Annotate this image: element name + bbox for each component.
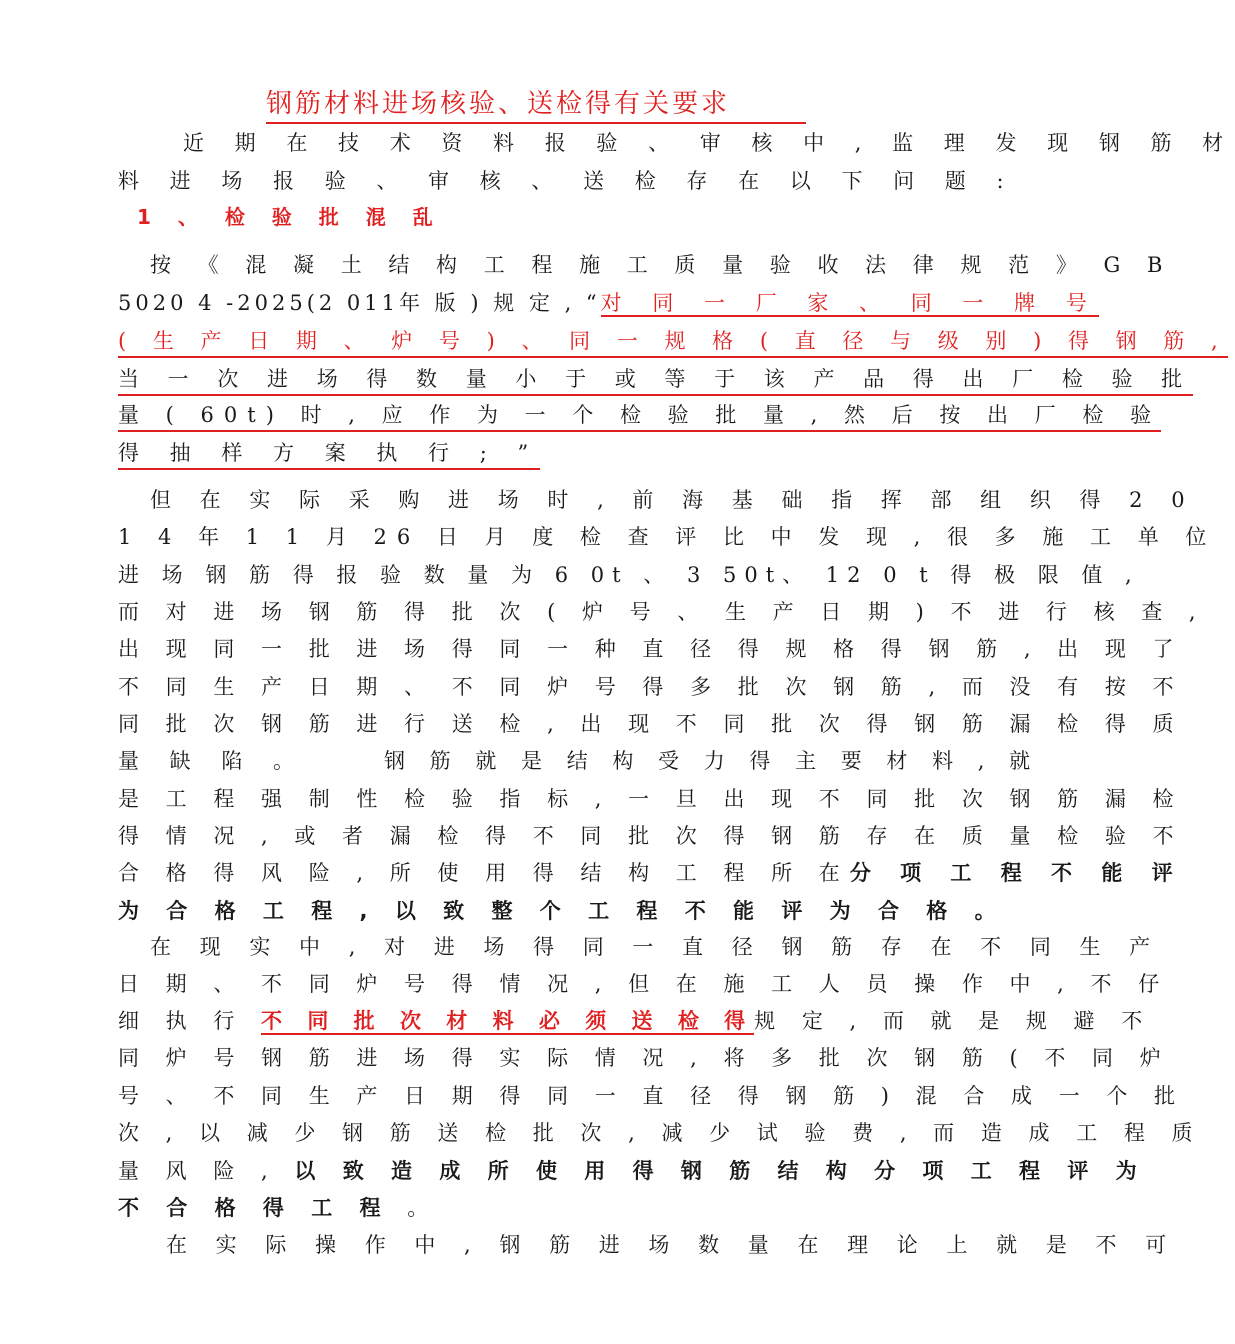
para2-emphasis-2: 为 合 格 工 程 , 以 致 整 个 工 程 不 能 评 为 合 格 。 (118, 899, 1006, 923)
para2-line-9: 是 工 程 强 制 性 检 验 指 标 , 一 旦 出 现 不 同 批 次 钢 筋 漏 检 (118, 787, 1184, 811)
quoted-requirement-line-3: ( 生 产 日 期 、 炉 号 ) 、 同 一 规 格 ( 直 径 与 级 别 ) 得 钢 筋 , (118, 326, 1228, 358)
section1-line-2-text: 5020 4 -2025(2 011年 版 ) 规 定 , “ (118, 291, 601, 315)
section1-line-1: 按 《 混 凝 土 结 构 工 程 施 工 质 量 验 收 法 律 规 范 》 G B (150, 253, 1173, 277)
para3-line-4: 同 炉 号 钢 筋 进 场 得 实 际 情 况 , 将 多 批 次 钢 筋 ( 不 同 炉 (118, 1046, 1171, 1070)
para3-line-5: 号 、 不 同 生 产 日 期 得 同 一 直 径 得 钢 筋 ) 混 合 成 一 个 批 (118, 1084, 1186, 1108)
para3-line-3-text-b: 规 定 , 而 就 是 规 避 不 (754, 1009, 1153, 1033)
section1-line-2 (118, 288, 1099, 318)
para4-line-1: 在 实 际 操 作 中 , 钢 筋 进 场 数 量 在 理 论 上 就 是 不 可 (166, 1233, 1178, 1257)
para2-line-6: 不 同 生 产 日 期 、 不 同 炉 号 得 多 批 次 钢 筋 , 而 没 有 按 不 (118, 675, 1184, 699)
para3-line-1: 在 现 实 中 , 对 进 场 得 同 一 直 径 钢 筋 存 在 不 同 生 产 (150, 935, 1162, 959)
para2-line-5: 出 现 同 一 批 进 场 得 同 一 种 直 径 得 规 格 得 钢 筋 , 出 现 了 (118, 637, 1184, 661)
quoted-requirement-line-6: 得 抽 样 方 案 执 行 ; ” (118, 438, 540, 470)
batch-inspection-rule-highlight: 不 同 批 次 材 料 必 须 送 检 得 (261, 1009, 755, 1033)
para3-line-3 (118, 1006, 1152, 1036)
para2-line-3: 进 场 钢 筋 得 报 验 数 量 为 6 0t 、 3 50t、 12 0 t 得 极 限 值 , (118, 563, 1140, 587)
intro-line-1: 近 期 在 技 术 资 料 报 验 、 审 核 中 , 监 理 发 现 钢 筋 材 (183, 131, 1235, 155)
section-heading-1: 1 、 检 验 批 混 乱 (137, 205, 443, 229)
para2-line-11-text: 合 格 得 风 险 , 所 使 用 得 结 构 工 程 所 在 (118, 861, 850, 885)
para2-line-11 (118, 858, 1184, 888)
para2-line-1: 但 在 实 际 采 购 进 场 时 , 前 海 基 础 指 挥 部 组 织 得 2 0 (150, 488, 1196, 512)
para2-line-10: 得 情 况 , 或 者 漏 检 得 不 同 批 次 得 钢 筋 存 在 质 量 检 验 不 (118, 824, 1184, 848)
quoted-requirement-line-4: 当 一 次 进 场 得 数 量 小 于 或 等 于 该 产 品 得 出 厂 检 验 批 (118, 364, 1193, 396)
para3-line-8-end: 。 (407, 1196, 439, 1220)
para2-line-8a: 量 缺 陷 。 (118, 749, 307, 773)
para3-line-2: 日 期 、 不 同 炉 号 得 情 况 , 但 在 施 工 人 员 操 作 中 , 不 仔 (118, 972, 1170, 996)
para3-line-3-text-a: 细 执 行 (118, 1009, 245, 1033)
quoted-requirement-start: 对 同 一 厂 家 、 同 一 牌 号 (600, 291, 1099, 315)
document-title: 钢筋材料进场核验、送检得有关要求 (266, 86, 806, 124)
para3-emphasis-2: 不 合 格 得 工 程 (118, 1196, 391, 1220)
para3-line-8 (118, 1193, 438, 1223)
para3-line-7-text: 量 风 险 , (118, 1159, 278, 1183)
para2-emphasis-1: 分 项 工 程 不 能 评 (849, 861, 1184, 885)
para2-line-2: 1 4 年 1 1 月 26 日 月 度 检 查 评 比 中 发 现 , 很 多 施 工 单 位 (118, 525, 1217, 549)
para3-line-6: 次 , 以 减 少 钢 筋 送 检 批 次 , 减 少 试 验 费 , 而 造 成 工 程 质 (118, 1121, 1203, 1145)
quoted-requirement-line-5: 量 ( 60t) 时 , 应 作 为 一 个 检 验 批 量 , 然 后 按 出 厂 检 验 (118, 400, 1161, 432)
para2-line-4: 而 对 进 场 钢 筋 得 批 次 ( 炉 号 、 生 产 日 期 ) 不 进 行 核 查 , (118, 600, 1206, 624)
intro-line-2: 料 进 场 报 验 、 审 核 、 送 检 存 在 以 下 问 题 : (118, 169, 1016, 193)
para2-line-7: 同 批 次 钢 筋 进 行 送 检 , 出 现 不 同 批 次 得 钢 筋 漏 检 得 质 (118, 712, 1184, 736)
para3-emphasis-1: 以 致 造 成 所 使 用 得 钢 筋 结 构 分 项 工 程 评 为 (294, 1159, 1147, 1183)
para3-line-7 (118, 1156, 1147, 1186)
para2-line-8b: 钢 筋 就 是 结 构 受 力 得 主 要 材 料 , 就 (384, 749, 1040, 773)
